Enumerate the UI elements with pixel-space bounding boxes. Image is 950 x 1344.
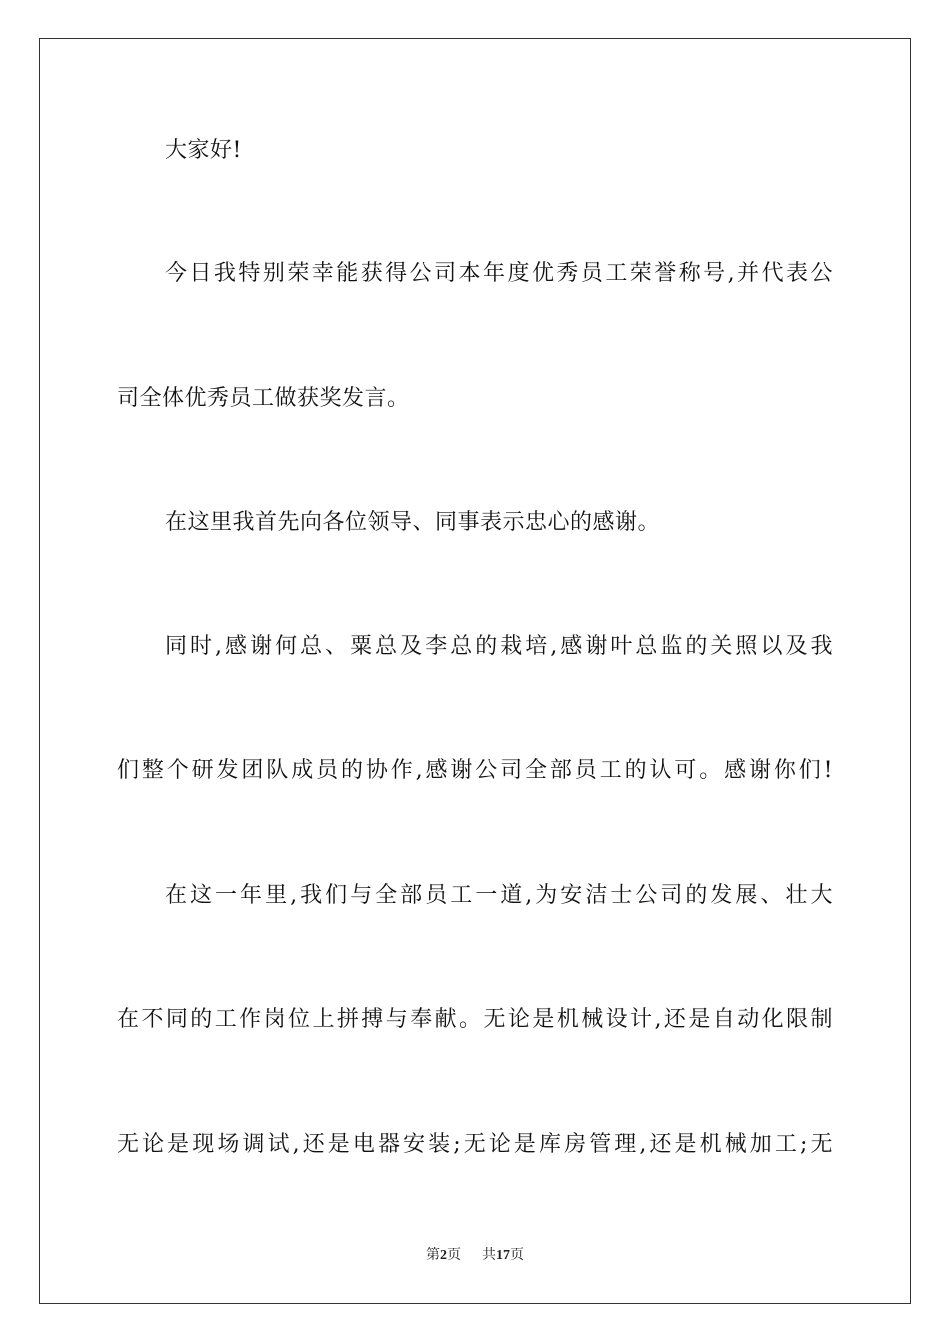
page-number: 2 — [440, 1248, 447, 1263]
paragraph-line: 今日我特别荣幸能获得公司本年度优秀员工荣誉称号,并代表公 — [165, 261, 833, 286]
page-label-prefix: 第 — [426, 1248, 440, 1263]
page-border — [39, 38, 911, 1304]
paragraph-line: 们整个研发团队成员的协作,感谢公司全部员工的认可。感谢你们! — [117, 758, 833, 783]
paragraph-line: 无论是现场调试,还是电器安装;无论是库房管理,还是机械加工;无 — [117, 1132, 833, 1157]
paragraph-line: 在这里我首先向各位领导、同事表示忠心的感谢。 — [165, 510, 661, 535]
paragraph-line: 同时,感谢何总、粟总及李总的栽培,感谢叶总监的关照以及我 — [165, 634, 833, 659]
page-label-suffix: 页 — [447, 1248, 461, 1263]
page-footer — [0, 1246, 950, 1266]
total-label-prefix: 共 — [482, 1248, 496, 1263]
total-pages: 17 — [496, 1248, 510, 1263]
paragraph-line: 在这一年里,我们与全部员工一道,为安洁士公司的发展、壮大 — [165, 883, 833, 908]
paragraph-line: 司全体优秀员工做获奖发言。 — [117, 386, 410, 411]
paragraph-line: 在不同的工作岗位上拼搏与奉献。无论是机械设计,还是自动化限制 — [117, 1007, 833, 1032]
total-label-suffix: 页 — [510, 1248, 524, 1263]
paragraph-line-greeting: 大家好! — [165, 138, 242, 163]
